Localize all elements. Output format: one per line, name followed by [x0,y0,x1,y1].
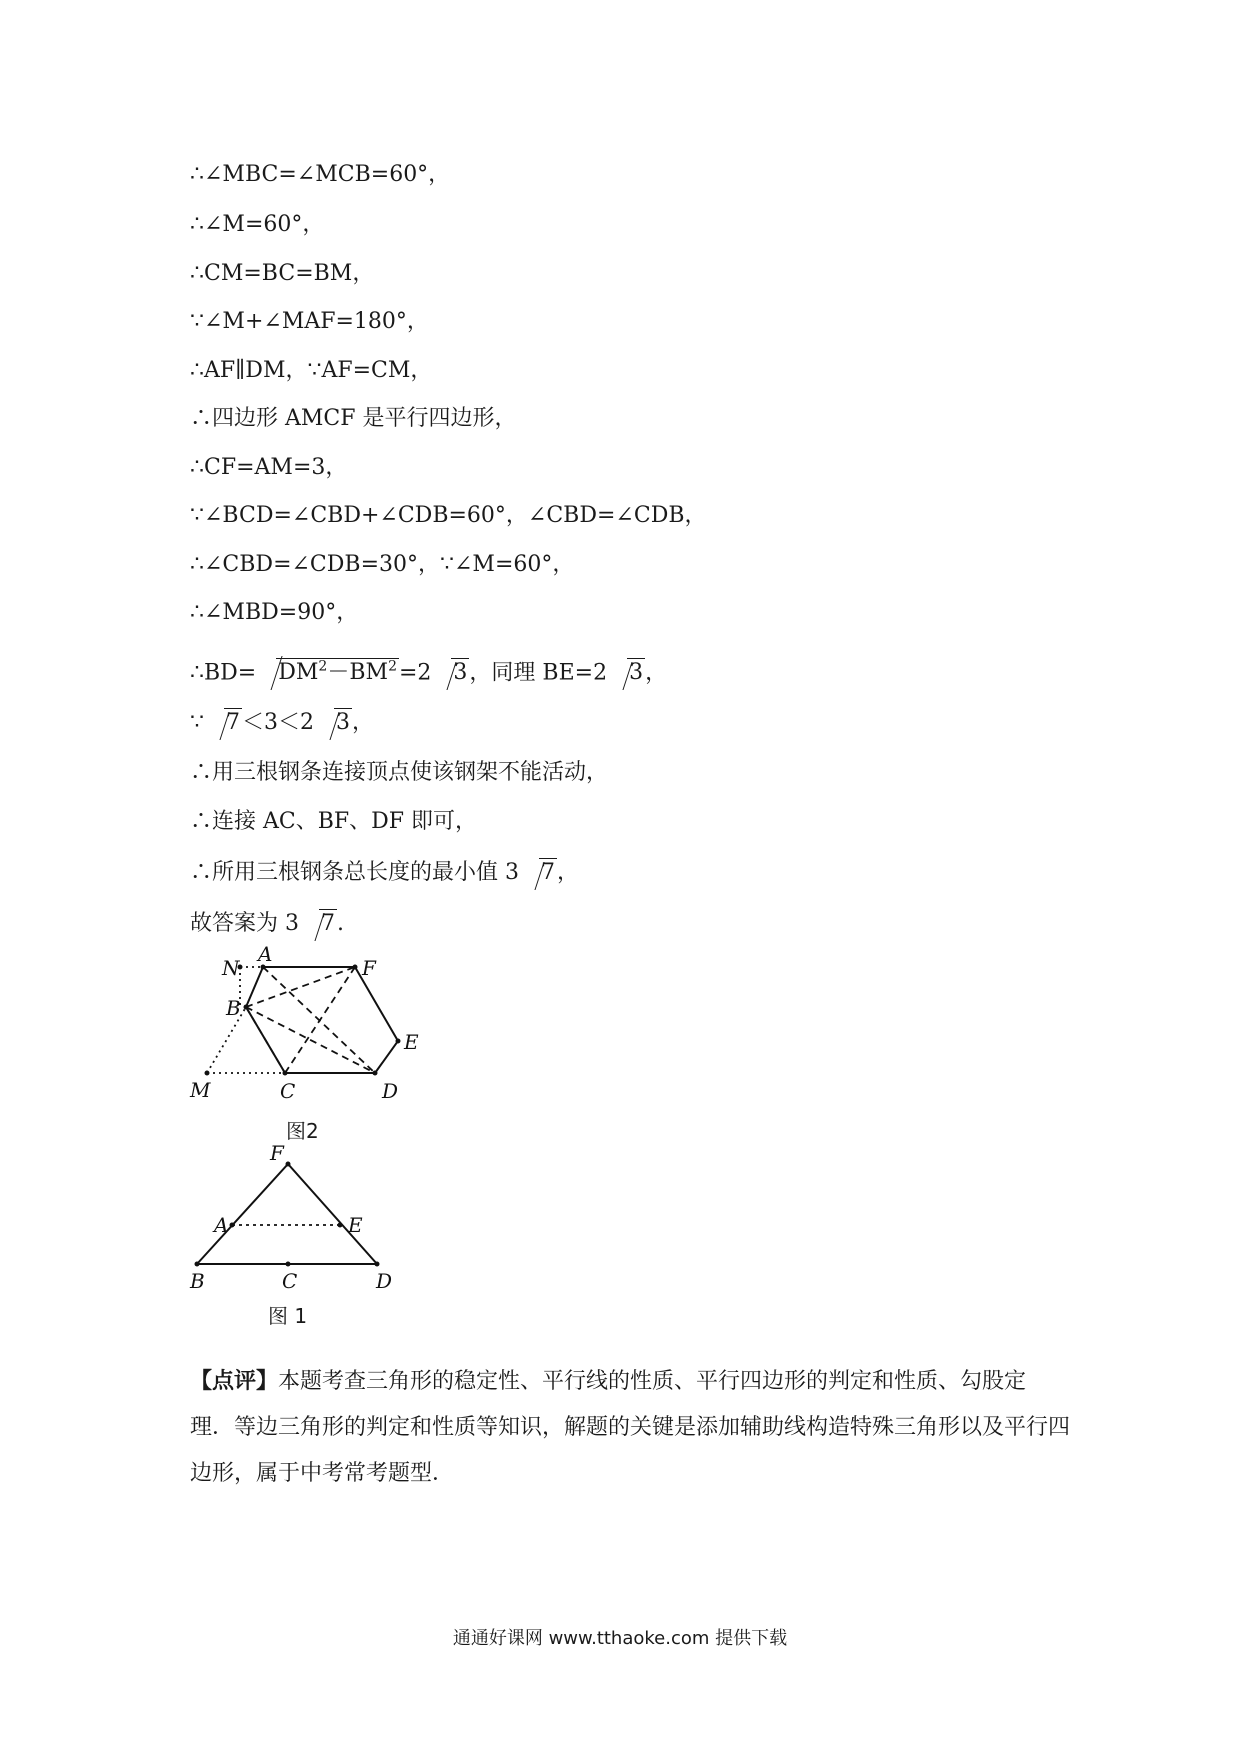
label-c: C [282,1269,298,1293]
label-m: M [190,1078,211,1102]
answer-line: 故答案为 3 7. [190,909,344,939]
sqrt-3: 3 [433,658,469,688]
figure-1-triangle [180,1141,420,1293]
label-a: A [258,942,273,966]
proof-step: ∴∠MBD=90°， [190,600,359,625]
hexagon-outline [246,967,398,1073]
label-a: A [214,1213,229,1237]
min-length-step: ∴所用三根钢条总长度的最小值 3 7， [190,858,579,888]
proof-step: ∴CF=AM=3， [190,455,348,480]
sqrt-7: 7 [521,858,557,888]
label-f: F [270,1141,284,1165]
proof-step: ∴∠MBC=∠MCB=60°， [190,162,451,187]
comment-text: 本题考查三角形的稳定性、平行线的性质、平行四边形的判定和性质、勾股定理．等边三角形的判定和性质等知识，解题的关键是添加辅助线构造特殊三角形以及平行四边形，属于中考常考题型． [190,1369,1071,1486]
label-b: B [190,1269,205,1293]
label-f: F [362,956,376,980]
figure-1-caption: 图 1 [268,1304,308,1328]
proof-step: ∴∠M=60°， [190,212,325,237]
sqrt-7: 7 [301,909,337,939]
sqrt-3: 3 [316,708,352,738]
comment-tag: 【点评】 [190,1368,279,1394]
bd-length-step: ∴BD= $DM^2-BM^2=2$ 3，同理 BE=2 3， [190,652,667,688]
label-e: E [404,1030,419,1054]
label-d: D [382,1079,399,1103]
segment-bf [246,967,355,1007]
sqrt-3: 3 [609,658,645,688]
label-n: N [222,956,240,980]
proof-step: ∴CM=BC=BM， [190,261,375,286]
proof-step: ∴连接 AC、BF、DF 即可， [190,809,478,834]
proof-step: ∵∠BCD=∠CBD+∠CDB=60°，∠CBD=∠CDB， [190,503,707,528]
sqrt-expression: $DM^2-BM^2$ [258,652,399,688]
proof-step: ∵∠M+∠MAF=180°， [190,309,429,334]
proof-step: ∴用三根钢条连接顶点使该钢架不能活动， [190,760,609,785]
label-e: E [348,1213,363,1237]
sqrt-7: 7 [206,708,242,738]
figure-2-hexagon [180,942,440,1115]
page-footer: 通通好课网 www.tthaoke.com 提供下载 [452,1628,788,1649]
figure-2-caption: 图2 [286,1119,319,1143]
label-b: B [226,996,241,1020]
compare-step: ∵ 7＜3＜2 3， [190,708,374,738]
comment-paragraph [190,1358,1070,1497]
label-c: C [280,1079,296,1103]
label-d: D [376,1269,393,1293]
proof-step: ∴四边形 AMCF 是平行四边形， [190,406,517,431]
bd-prefix: ∴BD= [190,660,257,686]
triangle-diagram [180,1141,420,1293]
hexagon-diagram [180,942,440,1115]
proof-step: ∴∠CBD=∠CDB=30°，∵∠M=60°， [190,552,575,577]
proof-step: ∴AF∥DM，∵AF=CM， [190,358,433,383]
